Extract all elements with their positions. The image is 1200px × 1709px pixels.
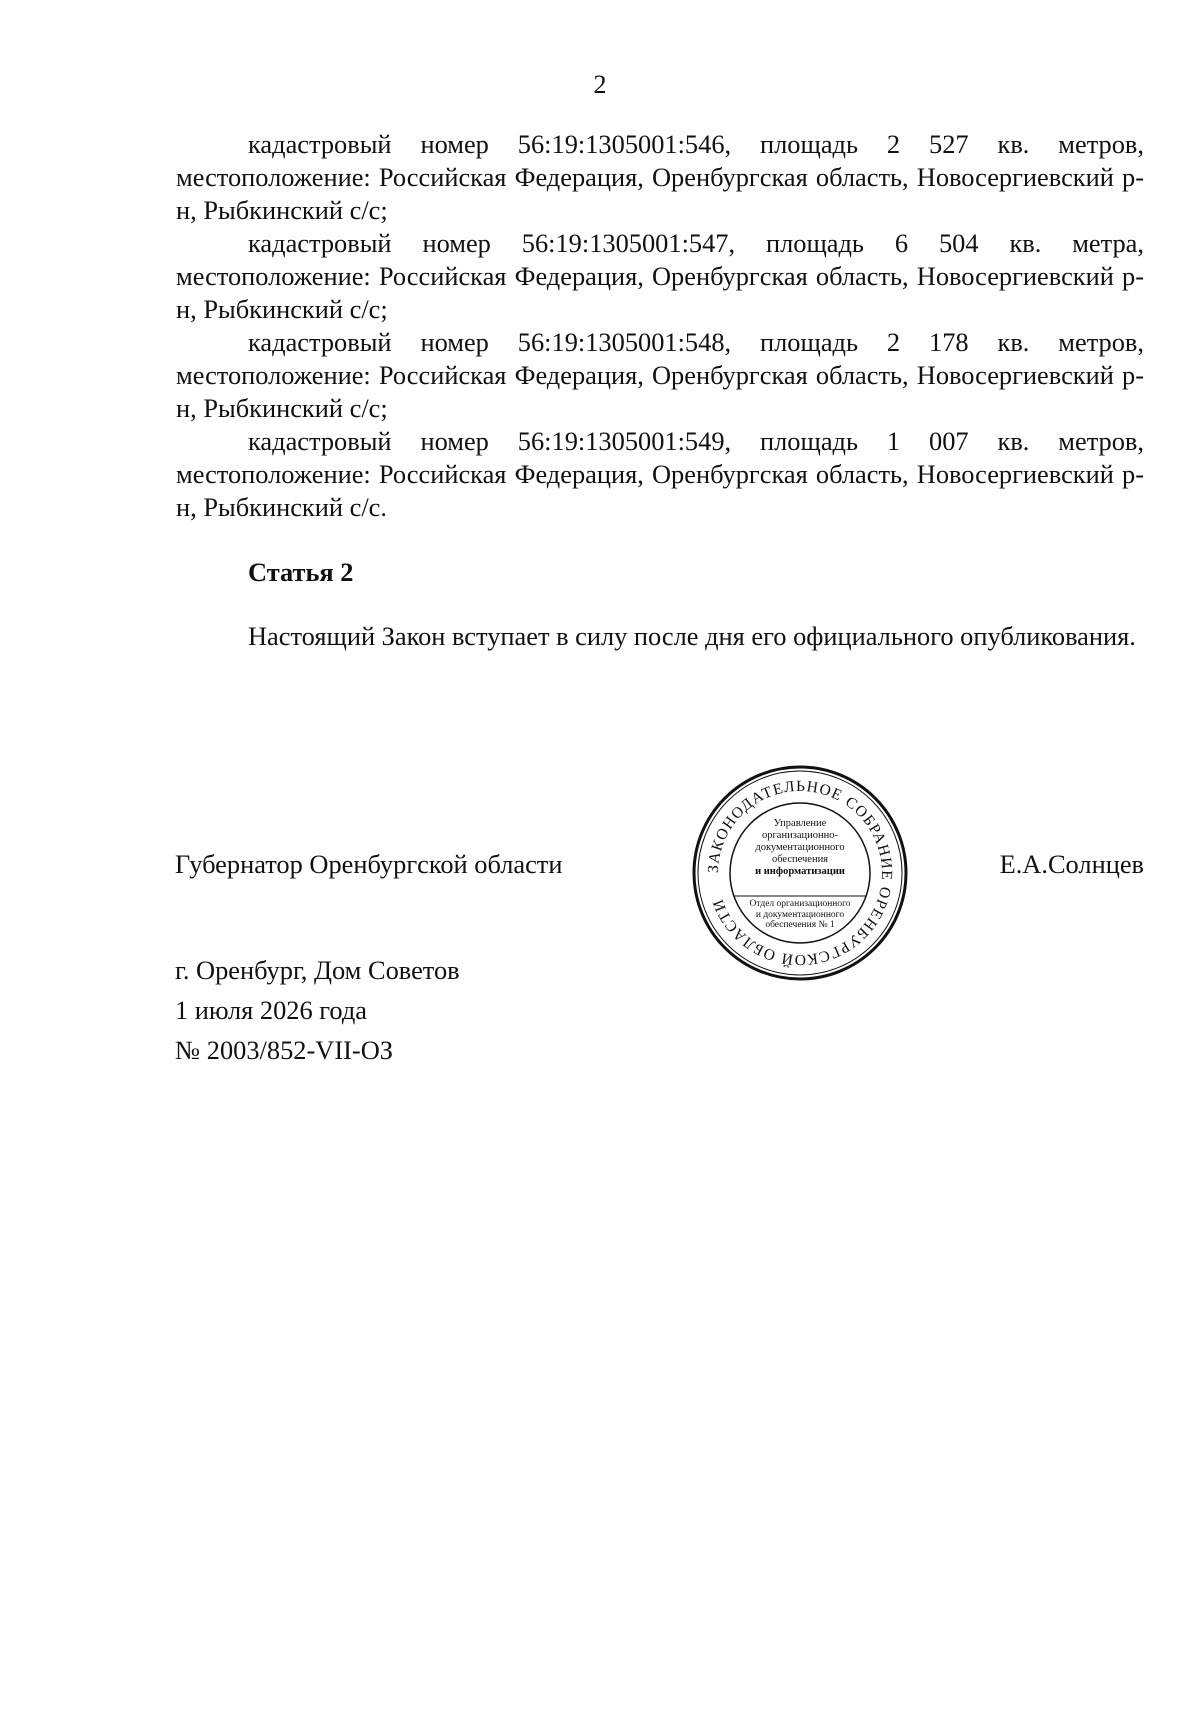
signatory-name: Е.А.Солнцев — [999, 849, 1144, 879]
article-text — [176, 620, 1144, 653]
cadastral-item-548: кадастровый номер 56:19:1305001:548, площадь 2 178 кв. метров, местоположение: Российская Федерация, Оренбургская область, Новосергиевский р-н, Рыбкинский с/с; — [176, 327, 1144, 423]
issue-date: 1 июля 2026 года — [175, 995, 368, 1025]
cadastral-list — [176, 128, 1144, 524]
seal-inner-text — [690, 818, 910, 878]
law-number: № 2003/852-VII-ОЗ — [175, 1035, 393, 1065]
cadastral-item-549: кадастровый номер 56:19:1305001:549, площадь 1 007 кв. метров, местоположение: Российская Федерация, Оренбургская область, Новосергиевский р-н, Рыбкинский с/с. — [176, 426, 1144, 522]
seal-line: Отдел организационного — [749, 899, 851, 909]
issue-details — [175, 950, 460, 1070]
signatory-title: Губернатор Оренбургской области — [175, 849, 563, 879]
article-paragraph: Настоящий Закон вступает в силу после дня его официального опубликования. — [248, 621, 1136, 651]
seal-line: документационного — [755, 842, 845, 853]
page-number: 2 — [593, 70, 607, 99]
article-heading: Статья 2 — [248, 557, 354, 587]
issue-place: г. Оренбург, Дом Советов — [175, 955, 460, 985]
seal-line: Управление — [773, 818, 827, 829]
official-seal — [690, 763, 910, 983]
cadastral-item-546: кадастровый номер 56:19:1305001:546, площадь 2 527 кв. метров, местоположение: Российская Федерация, Оренбургская область, Новосергиевский р-н, Рыбкинский с/с; — [176, 129, 1144, 225]
seal-line: организационно- — [762, 830, 838, 841]
cadastral-item-547: кадастровый номер 56:19:1305001:547, площадь 6 504 кв. метра, местоположение: Российская Федерация, Оренбургская область, Новосергиевский р-н, Рыбкинский с/с; — [176, 228, 1144, 324]
seal-bottom-text — [690, 899, 910, 931]
seal-line: обеспечения — [771, 854, 829, 865]
seal-line: обеспечения № 1 — [765, 920, 835, 930]
seal-ring-text: ЗАКОНОДАТЕЛЬНОЕ СОБРАНИЕ ОРЕНБУРГСКОЙ ОБЛАСТИ — [704, 777, 896, 969]
seal-line: и документационного — [755, 909, 845, 920]
seal-line: и информатизации — [755, 866, 845, 877]
